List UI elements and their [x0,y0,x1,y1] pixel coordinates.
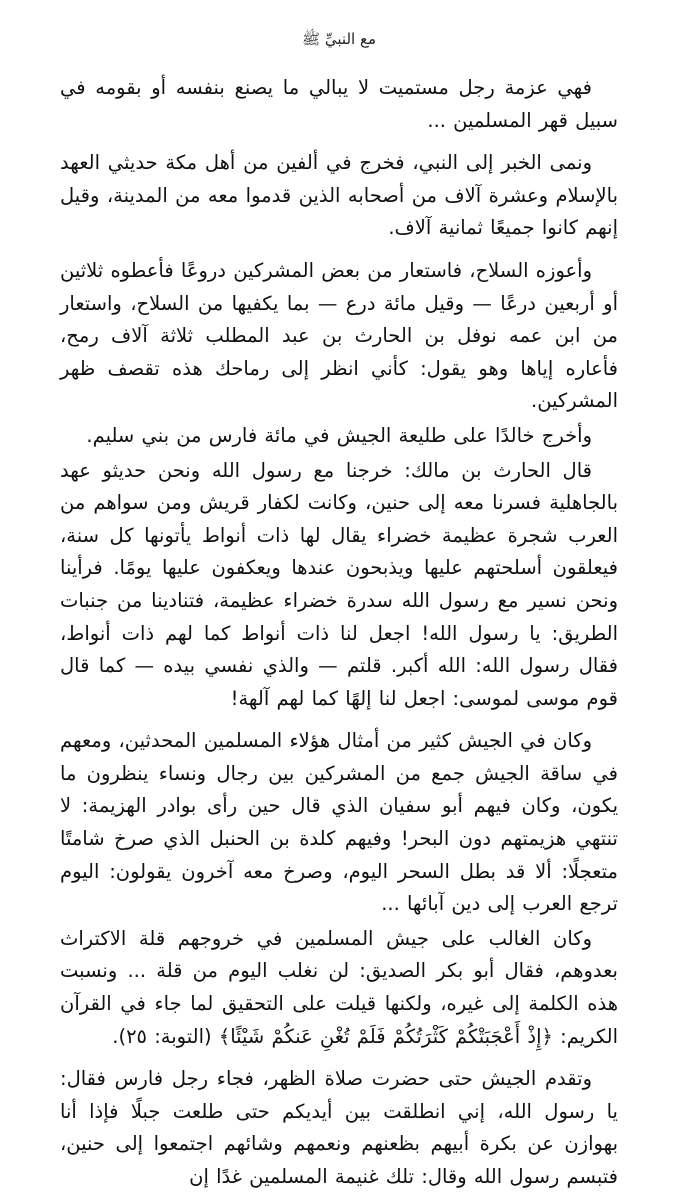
paragraph: ونمى الخبر إلى النبي، فخرج في ألفين من أهل مكة حديثي العهد بالإسلام وعشرة آلاف من أصحابه الذين قدموا معه من المدينة، وقيل إنهم كانوا جميعًا ثمانية آلاف. [60,151,618,240]
body-text [60,72,618,1194]
paragraph: وأخرج خالدًا على طليعة الجيش في مائة فارس من بني سليم. [86,423,592,447]
running-header: مع النبيِّ ﷺ [302,30,376,48]
paragraph: وكان الغالب على جيش المسلمين في خروجهم قلة الاكتراث بعدوهم، فقال أبو بكر الصديق: لن نغلب اليوم من قلة ... ونسبت هذه الكلمة إلى غيره، ولكنها قيلت على التحقيق لما جاء في القرآن الكريم: ﴿إِذْ أَعْجَبَتْكُمْ كَثْرَتُكُمْ فَلَمْ تُغْنِ عَنكُمْ شَيْئًا﴾ (التوبة: ٢٥). [60,926,618,1048]
paragraph: وكان في الجيش كثير من أمثال هؤلاء المسلمين المحدثين، ومعهم في ساقة الجيش جمع من المشركين بين رجال ونساء ينظرون ما يكون، وكان فيهم أبو سفيان الذي قال حين رأى بوادر الهزيمة: لا تنتهي هزيمتهم دون البحر! وفيهم كلدة بن الحنبل الذي صرخ شامتًا متعجلًا: ألا قد بطل السحر اليوم، وصرخ معه آخرون يقولون: اليوم ترجع العرب إلى دين آبائها ... [60,729,618,916]
paragraph: وتقدم الجيش حتى حضرت صلاة الظهر، فجاء رجل فارس فقال: يا رسول الله، إني انطلقت بين أيديكم حتى طلعت جبلًا فإذا أنا بهوازن عن بكرة أبيهم بظعنهم ونعمهم وشائهم اجتمعوا إلى حنين، فتبسم رسول الله وقال: تلك غنيمة المسلمين غدًا إن [60,1067,618,1188]
paragraph: فهي عزمة رجل مستميت لا يبالي ما يصنع بنفسه أو بقومه في سبيل قهر المسلمين ... [60,76,618,132]
paragraph: قال الحارث بن مالك: خرجنا مع رسول الله ونحن حديثو عهد بالجاهلية فسرنا معه إلى حنين، وكانت لكفار قريش ومن سواهم من العرب شجرة عظيمة خضراء يقال لها ذات أنواط يأتونها كل سنة، فيعلقون أسلحتهم عليها ويذبحون عندها ويعكفون عليها يومًا. فرأينا ونحن نسير مع رسول الله سدرة خضراء عظيمة، فتنادينا من جنبات الطريق: يا رسول الله! اجعل لنا ذات أنواط كما لهم ذات أنواط، فقال رسول الله: الله أكبر. قلتم — والذي نفسي بيده — كما قال قوم موسى لموسى: اجعل لنا إلهًا كما لهم آلهة! [60,458,618,710]
paragraph: وأعوزه السلاح، فاستعار من بعض المشركين دروعًا فأعطوه ثلاثين أو أربعين درعًا — وقيل مائة درع — بما يكفيها من السلاح، واستعار من ابن عمه نوفل بن الحارث بن عبد المطلب ثلاثة آلاف رمح، فأعاره إياها وهو يقول: كأني انظر إلى رماحك هذه تقصف ظهر المشركين. [60,258,618,413]
